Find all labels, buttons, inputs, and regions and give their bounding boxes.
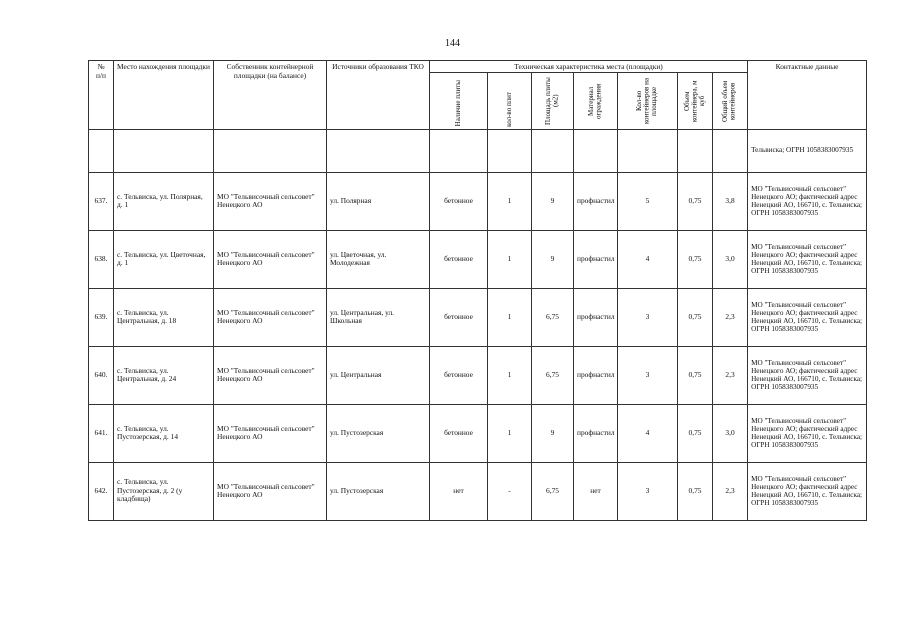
header-fence — [574, 72, 618, 129]
cell-contacts: МО "Тельвисочный сельсовет" Ненецкого АО; фактический адрес Ненецкий АО, 166710, с. Тельвиска; ОГРН 1058383007935 — [748, 288, 867, 346]
cell-num: 642. — [89, 462, 114, 520]
cell-total: 2,3 — [713, 462, 748, 520]
cell-slab-count: 1 — [488, 172, 532, 230]
header-containers — [618, 72, 678, 129]
cell-sources: ул. Центральная — [327, 346, 430, 404]
table-row-continuation — [89, 129, 867, 172]
cell-empty — [574, 129, 618, 172]
cell-containers: 5 — [618, 172, 678, 230]
cell-volume: 0,75 — [678, 172, 713, 230]
header-slab-label: Наличие плиты — [453, 80, 462, 127]
cell-contacts: Тельвиска; ОГРН 1058383007935 — [748, 129, 867, 172]
cell-fence: профнастил — [574, 230, 618, 288]
page-number: 144 — [445, 38, 460, 49]
cell-num: 638. — [89, 230, 114, 288]
cell-containers: 3 — [618, 346, 678, 404]
cell-sources: ул. Полярная — [327, 172, 430, 230]
cell-sources: ул. Центральная, ул. Школьная — [327, 288, 430, 346]
cell-total: 3,0 — [713, 404, 748, 462]
cell-total: 3,8 — [713, 172, 748, 230]
cell-volume: 0,75 — [678, 346, 713, 404]
cell-slab: бетонное — [430, 230, 488, 288]
cell-total: 2,3 — [713, 346, 748, 404]
cell-area: 6,75 — [532, 288, 574, 346]
cell-sources: ул. Цветочная, ул. Молодежная — [327, 230, 430, 288]
header-tech-group: Техническая характеристика места (площадки) — [430, 61, 748, 73]
register-table — [88, 60, 867, 521]
cell-slab: бетонное — [430, 172, 488, 230]
cell-contacts: МО "Тельвисочный сельсовет" Ненецкого АО; фактический адрес Ненецкий АО, 166710, с. Тельвиска; ОГРН 1058383007935 — [748, 230, 867, 288]
cell-empty — [114, 129, 214, 172]
cell-num: 639. — [89, 288, 114, 346]
header-contacts: Контактные данные — [748, 61, 867, 130]
cell-owner: МО "Тельвисочный сельсовет" Ненецкого АО — [214, 288, 327, 346]
cell-contacts: МО "Тельвисочный сельсовет" Ненецкого АО; фактический адрес Ненецкий АО, 166710, с. Тельвиска; ОГРН 1058383007935 — [748, 462, 867, 520]
cell-location: с. Тельвиска, ул. Полярная, д. 1 — [114, 172, 214, 230]
cell-slab: нет — [430, 462, 488, 520]
cell-slab: бетонное — [430, 288, 488, 346]
cell-num: 641. — [89, 404, 114, 462]
cell-slab-count: 1 — [488, 288, 532, 346]
cell-empty — [214, 129, 327, 172]
cell-volume: 0,75 — [678, 404, 713, 462]
cell-empty — [678, 129, 713, 172]
cell-owner: МО "Тельвисочный сельсовет" Ненецкого АО — [214, 346, 327, 404]
cell-slab-count: 1 — [488, 230, 532, 288]
cell-containers: 3 — [618, 288, 678, 346]
header-num: № п/п — [89, 61, 114, 130]
cell-fence: профнастил — [574, 346, 618, 404]
cell-containers: 3 — [618, 462, 678, 520]
table-row — [89, 462, 867, 520]
cell-sources: ул. Пустозерская — [327, 462, 430, 520]
header-containers-label: Кол-во контейнеров на площадке — [635, 77, 659, 124]
cell-slab-count: 1 — [488, 346, 532, 404]
header-slab — [430, 72, 488, 129]
cell-location: с. Тельвиска, ул. Центральная, д. 18 — [114, 288, 214, 346]
header-row — [89, 61, 867, 73]
cell-fence: профнастил — [574, 288, 618, 346]
header-area — [532, 72, 574, 129]
cell-sources: ул. Пустозерская — [327, 404, 430, 462]
header-sources: Источники образования ТКО — [327, 61, 430, 130]
cell-owner: МО "Тельвисочный сельсовет" Ненецкого АО — [214, 404, 327, 462]
cell-empty — [618, 129, 678, 172]
table-row — [89, 230, 867, 288]
header-total-label: Общий объем контейнеров — [721, 79, 738, 122]
header-volume-label: Объем контейнера, м куб — [682, 79, 706, 122]
cell-containers: 4 — [618, 404, 678, 462]
table-row — [89, 172, 867, 230]
header-owner: Собственник контейнерной площадки (на балансе) — [214, 61, 327, 130]
header-fence-label: Материал ограждения — [586, 83, 603, 119]
header-area-label: Площадь плиты (м2) — [543, 76, 560, 125]
cell-total: 3,0 — [713, 230, 748, 288]
cell-location: с. Тельвиска, ул. Цветочная, д. 1 — [114, 230, 214, 288]
cell-area: 9 — [532, 230, 574, 288]
cell-owner: МО "Тельвисочный сельсовет" Ненецкого АО — [214, 230, 327, 288]
cell-fence: нет — [574, 462, 618, 520]
cell-area: 6,75 — [532, 346, 574, 404]
cell-owner: МО "Тельвисочный сельсовет" Ненецкого АО — [214, 462, 327, 520]
cell-total: 2,3 — [713, 288, 748, 346]
cell-slab: бетонное — [430, 346, 488, 404]
cell-num: 637. — [89, 172, 114, 230]
cell-empty — [713, 129, 748, 172]
header-total — [713, 72, 748, 129]
cell-volume: 0,75 — [678, 230, 713, 288]
header-slab-count-label: кол-во плит — [504, 91, 513, 127]
cell-contacts: МО "Тельвисочный сельсовет" Ненецкого АО; фактический адрес Ненецкий АО, 166710, с. Тельвиска; ОГРН 1058383007935 — [748, 404, 867, 462]
cell-slab-count: 1 — [488, 404, 532, 462]
cell-empty — [327, 129, 430, 172]
cell-location: с. Тельвиска, ул. Центральная, д. 24 — [114, 346, 214, 404]
cell-empty — [430, 129, 488, 172]
cell-containers: 4 — [618, 230, 678, 288]
cell-owner: МО "Тельвисочный сельсовет" Ненецкого АО — [214, 172, 327, 230]
cell-slab: бетонное — [430, 404, 488, 462]
header-volume — [678, 72, 713, 129]
cell-contacts: МО "Тельвисочный сельсовет" Ненецкого АО; фактический адрес Ненецкий АО, 166710, с. Тельвиска; ОГРН 1058383007935 — [748, 172, 867, 230]
cell-area: 9 — [532, 172, 574, 230]
cell-location: с. Тельвиска, ул. Пустозерская, д. 14 — [114, 404, 214, 462]
table-row — [89, 288, 867, 346]
cell-empty — [532, 129, 574, 172]
cell-area: 6,75 — [532, 462, 574, 520]
cell-empty — [488, 129, 532, 172]
cell-fence: профнастил — [574, 404, 618, 462]
cell-volume: 0,75 — [678, 462, 713, 520]
table-row — [89, 404, 867, 462]
cell-location: с. Тельвиска, ул. Пустозерская, д. 2 (у кладбища) — [114, 462, 214, 520]
cell-empty — [89, 129, 114, 172]
cell-slab-count: - — [488, 462, 532, 520]
cell-volume: 0,75 — [678, 288, 713, 346]
cell-fence: профнастил — [574, 172, 618, 230]
cell-num: 640. — [89, 346, 114, 404]
header-location: Место нахождения площадки — [114, 61, 214, 130]
table-row — [89, 346, 867, 404]
header-slab-count — [488, 72, 532, 129]
cell-area: 9 — [532, 404, 574, 462]
cell-contacts: МО "Тельвисочный сельсовет" Ненецкого АО; фактический адрес Ненецкий АО, 166710, с. Тельвиска; ОГРН 1058383007935 — [748, 346, 867, 404]
table-body — [89, 129, 867, 520]
